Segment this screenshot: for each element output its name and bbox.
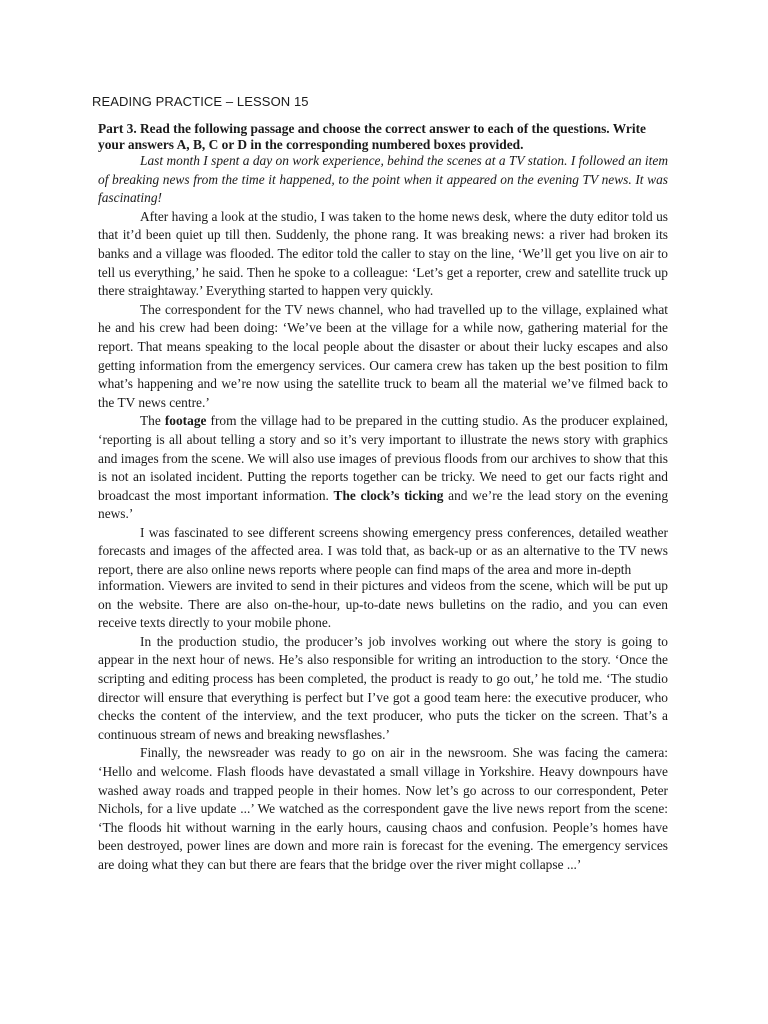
passage-paragraph-5: In the production studio, the producer’s job involves working out where the story is going to appear in the next hour of news. He’s also responsible for writing an introduction to the story. ‘Once the scripting and editing process has been completed, the product is ready to go out,’ he told me. ‘The studio director will ensure that everything is perfect but I’ve got a good team here: the executive producer, who checks the content of the interview, and the text producer, who puts the ticker on the screen. That’s a continuous stream of news and breaking newsflashes.’	[98, 633, 668, 742]
paragraph-3-text-a: The	[140, 413, 165, 429]
paragraph-3-text-c: and we’re the lead story on the evening news.’	[98, 487, 669, 522]
passage-intro: Last month I spent a day on work experience, behind the scenes at a TV station. I followed an item of breaking news from the time it happened, to the point when it appeared on the evening TV news. It was fascinating!	[98, 153, 668, 206]
passage-block-bottom	[98, 577, 668, 875]
bold-term-footage: footage	[164, 413, 207, 429]
passage-paragraph-3	[98, 412, 668, 524]
passage-block-top	[98, 121, 668, 580]
passage-paragraph-4-part-1: I was fascinated to see different screens showing emergency press conferences, detailed weather forecasts and images of the affected area. I was told that, as back-up or as an alternative to the TV news report, there are also online news reports where people can find maps of the area and more in-depth	[98, 524, 668, 578]
passage-paragraph-6: Finally, the newsreader was ready to go on air in the newsroom. She was facing the camera: ‘Hello and welcome. Flash floods have devastated a small village in Yorkshire. Heavy downpours have washed away roads and trapped people in their homes. Now let’s go across to our correspondent, Peter Nichols, for a live update ...’ We watched as the correspondent gave the live news report from the scene: ‘The floods hit without warning in the early hours, causing chaos and confusion. People’s homes have been destroyed, power lines are down and more rain is forecast for the evening. The emergency services are doing what they can but there are fears that the bridge over the river might collapse ...’	[98, 745, 668, 872]
lesson-title: READING PRACTICE – LESSON 15	[92, 94, 309, 109]
paragraph-3-text-b: from the village had to be prepared in the cutting studio. As the producer explained, ‘reporting is all about telling a story and so it’s very important to illustrate the news story with graphics and images from the scene. We will also use images of previous floods from our archives to show that this is not an isolated incident. Putting the reports together can be tricky. We need to get our facts right and broadcast the most important information.	[98, 413, 668, 503]
task-instructions: Part 3. Read the following passage and choose the correct answer to each of the questions. Write your answers A, B, C or D in the corresponding numbered boxes provided.	[98, 121, 646, 152]
passage-paragraph-2: The correspondent for the TV news channel, who had travelled up to the village, explained what he and his crew had been doing: ‘We’ve been at the village for a while now, gathering material for the report. That means speaking to the local people about the disaster or about their lucky escapes and also getting information from the emergency services. Our camera crew has taken up the best position to film what’s happening and we’re now using the satellite truck to beam all the material we’ve filmed back to the TV news centre.’	[98, 301, 668, 410]
passage-paragraph-1: After having a look at the studio, I was taken to the home news desk, where the duty editor told us that it’d been quiet up till then. Suddenly, the phone rang. It was breaking news: a river had broken its banks and a village was flooded. The editor told the caller to stay on the line, ‘We’ll get you live on air to tell us everything,’ he said. Then he spoke to a colleague: ‘Let’s get a reporter, crew and satellite truck up there straightaway.’ Everything started to happen very quickly.	[98, 208, 668, 299]
bold-phrase-clocks-ticking: The clock’s ticking	[333, 487, 444, 503]
passage-paragraph-4-part-2: information. Viewers are invited to send in their pictures and videos from the scene, which will be put up on the website. There are also on-the-hour, up-to-date news bulletins on the radio, and you can even receive texts directly to your mobile phone.	[98, 578, 668, 631]
